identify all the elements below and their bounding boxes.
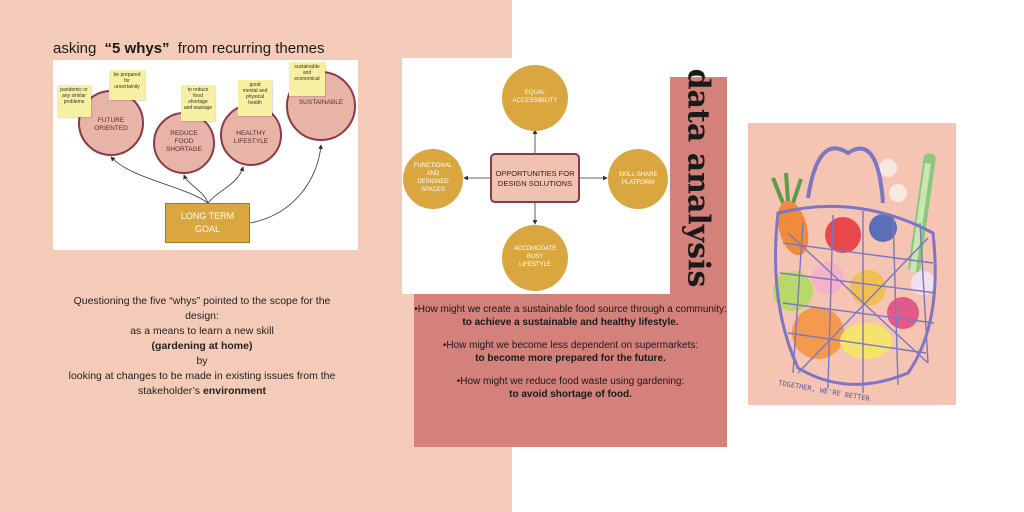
description-environment: environment — [202, 385, 266, 397]
illustration-caption: TOGETHER, WE'RE BETTER — [777, 379, 871, 404]
hmw-item-3: •How might we reduce food waste using gardening: to avoid shortage of food. — [456, 376, 685, 400]
data-analysis-title: data analysis — [680, 68, 716, 288]
heading-suffix: from recurring themes — [177, 40, 325, 57]
hmw-item-2: •How might we become less dependent on supermarkets: to become more prepared for the future. — [442, 340, 699, 364]
sticky-note-sustainable: sustainable and economical — [289, 62, 325, 96]
circle-label-sustainable: SUSTAINABLE — [298, 99, 344, 106]
opportunities-diagram — [402, 58, 670, 294]
circle-label-reduce-food-shortage: REDUCE FOOD SHORTAGE — [166, 130, 202, 153]
description-line-5: looking at changes to be made in existing issues from the stakeholder’s environment — [68, 370, 336, 397]
sticky-note-reduce-food: to reduce food shortage and wastage — [181, 85, 215, 121]
description-line-3: (gardening at home) — [151, 340, 253, 352]
description-line-1: Questioning the five “whys” pointed to the scope for the design: — [73, 295, 331, 322]
heading-emphasis: “5 whys” — [104, 40, 170, 57]
opportunities-center-box: OPPORTUNITIES FOR DESIGN SOLUTIONS — [490, 153, 580, 203]
produce-bag-image — [748, 123, 956, 405]
circle-label-future-oriented: FUTURE ORIENTED — [94, 117, 128, 132]
description-line-4: by — [196, 355, 208, 367]
node-label-right: SKILL-SHARE PLATFORM — [618, 172, 658, 186]
long-term-goal-box: LONG TERM GOAL — [165, 203, 250, 243]
produce-bag-illustration — [748, 123, 956, 405]
how-might-we-list — [414, 303, 727, 411]
heading-prefix: asking — [53, 40, 97, 57]
scope-description — [62, 294, 342, 399]
circle-label-healthy-lifestyle: HEALTHY LIFESTYLE — [233, 130, 269, 145]
description-line-2: as a means to learn a new skill — [130, 325, 274, 337]
node-label-top: EQUAL ACCESSIBILITY — [512, 90, 558, 104]
section-heading — [53, 40, 324, 57]
sticky-note-prepared: be prepared for uncertainity — [109, 70, 145, 100]
five-whys-diagram — [53, 60, 358, 250]
sticky-note-health: good mental and physical health — [238, 80, 272, 116]
node-label-bottom: ACCOMODATE BUSY LIFESTYLE — [513, 246, 557, 268]
node-label-left: FUNCTIONAL AND DESIGNED SPACES — [413, 163, 453, 193]
sticky-note-pandemic: pandemic or any similar problems — [57, 85, 91, 117]
hmw-item-1: •How might we create a sustainable food source through a community: to achieve a sustainable and healthy lifestyle. — [414, 304, 727, 328]
